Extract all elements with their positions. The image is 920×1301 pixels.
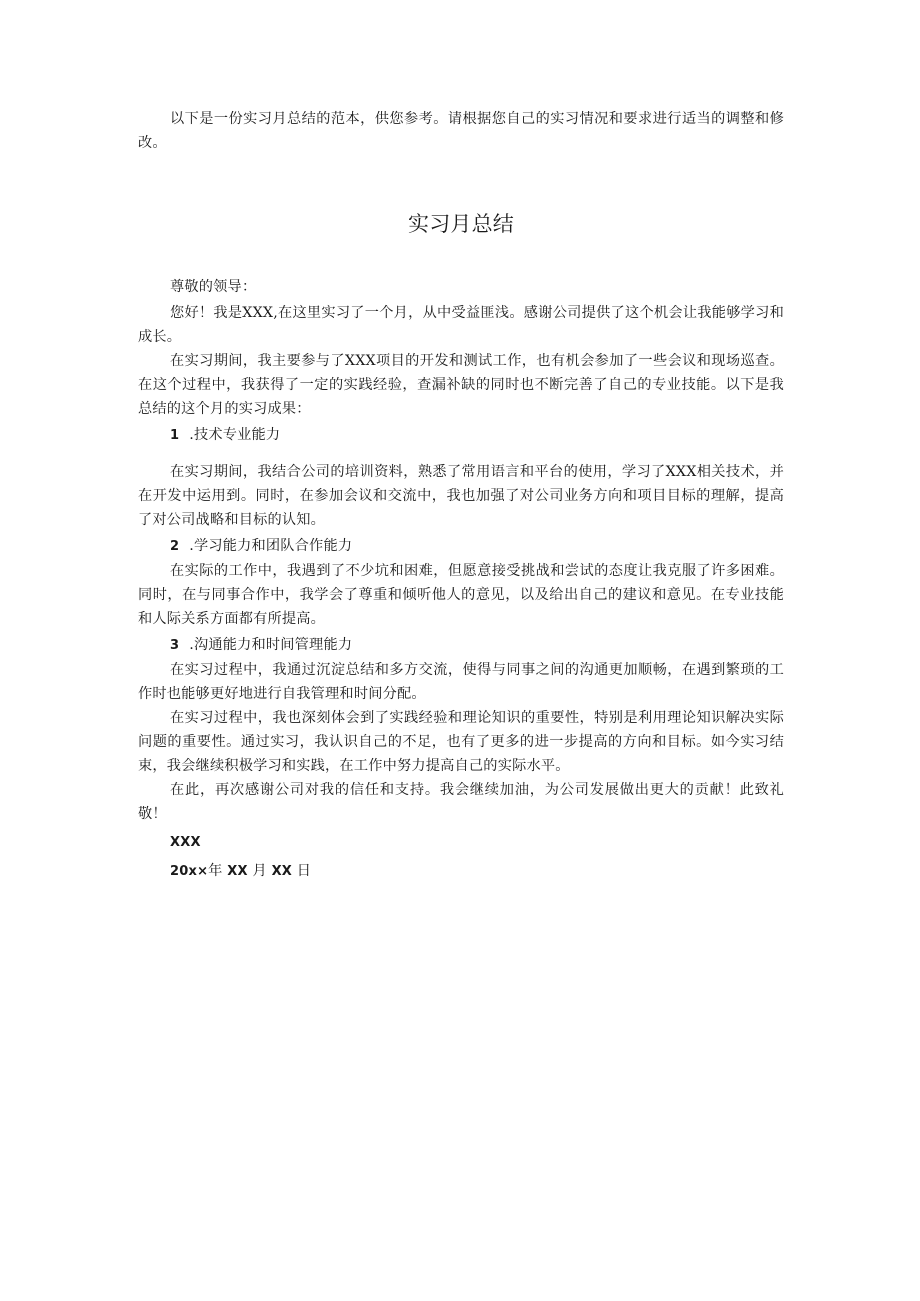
paragraph-reflection: 在实习过程中，我也深刻体会到了实践经验和理论知识的重要性，特别是利用理论知识解决实际问题的重要性。通过实习，我认识自己的不足，也有了更多的进一步提高的方向和目标。如今实习结束，我会继续积极学习和实践，在工作中努力提高自己的实际水平。 — [138, 710, 784, 774]
date-month: XX — [227, 864, 248, 879]
paragraph-opening: 您好！我是XXX,在这里实习了一个月，从中受益匪浅。感谢公司提供了这个机会让我能够学习和成长。 — [138, 305, 784, 345]
signature-name: XXX — [170, 835, 201, 850]
section-heading-1 — [138, 423, 784, 448]
paragraph-closing: 在此，再次感谢公司对我的信任和支持。我会继续加油，为公司发展做出更大的贡献！此致礼敬！ — [138, 782, 784, 822]
section-heading-text: .学习能力和团队合作能力 — [189, 538, 353, 554]
date-day: XX — [271, 864, 293, 879]
document-title: 实习月总结 — [408, 212, 514, 236]
greeting: 尊敬的领导： — [170, 279, 257, 295]
paragraph-overview: 在实习期间，我主要参与了XXX项目的开发和测试工作，也有机会参加了一些会议和现场巡查。在这个过程中，我获得了一定的实践经验，查漏补缺的同时也不断完善了自己的专业技能。以下是我总结的这个月的实习成果： — [138, 353, 784, 417]
section-body-1: 在实习期间，我结合公司的培训资料，熟悉了常用语言和平台的使用，学习了XXX相关技术，并在开发中运用到。同时，在参加会议和交流中，我也加强了对公司业务方向和项目目标的理解，提高了对公司战略和目标的认知。 — [138, 464, 784, 528]
section-body-3: 在实习过程中，我通过沉淀总结和多方交流，使得与同事之间的沟通更加顺畅，在遇到繁琐的工作时也能够更好地进行自我管理和时间分配。 — [138, 662, 784, 702]
date-day-char: 日 — [296, 863, 312, 879]
section-number: 2 — [170, 539, 180, 554]
section-heading-text: .技术专业能力 — [189, 427, 281, 443]
date-year: 20x× — [170, 864, 209, 879]
section-number: 1 — [170, 428, 180, 443]
document-page — [138, 107, 784, 884]
intro-paragraph: 以下是一份实习月总结的范本，供您参考。请根据您自己的实习情况和要求进行适当的调整和修改。 — [138, 111, 784, 151]
section-heading-2 — [138, 534, 784, 559]
section-number: 3 — [170, 638, 180, 653]
section-heading-3 — [138, 633, 784, 658]
date-year-char: 年 — [208, 863, 223, 879]
signature — [138, 830, 784, 855]
date-line — [138, 859, 784, 884]
section-body-2: 在实际的工作中，我遇到了不少坑和困难，但愿意接受挑战和尝试的态度让我克服了许多困难。同时，在与同事合作中，我学会了尊重和倾听他人的意见，以及给出自己的建议和意见。在专业技能和人际关系方面都有所提高。 — [138, 563, 784, 627]
section-heading-text: .沟通能力和时间管理能力 — [189, 637, 353, 653]
date-month-char: 月 — [252, 863, 267, 879]
